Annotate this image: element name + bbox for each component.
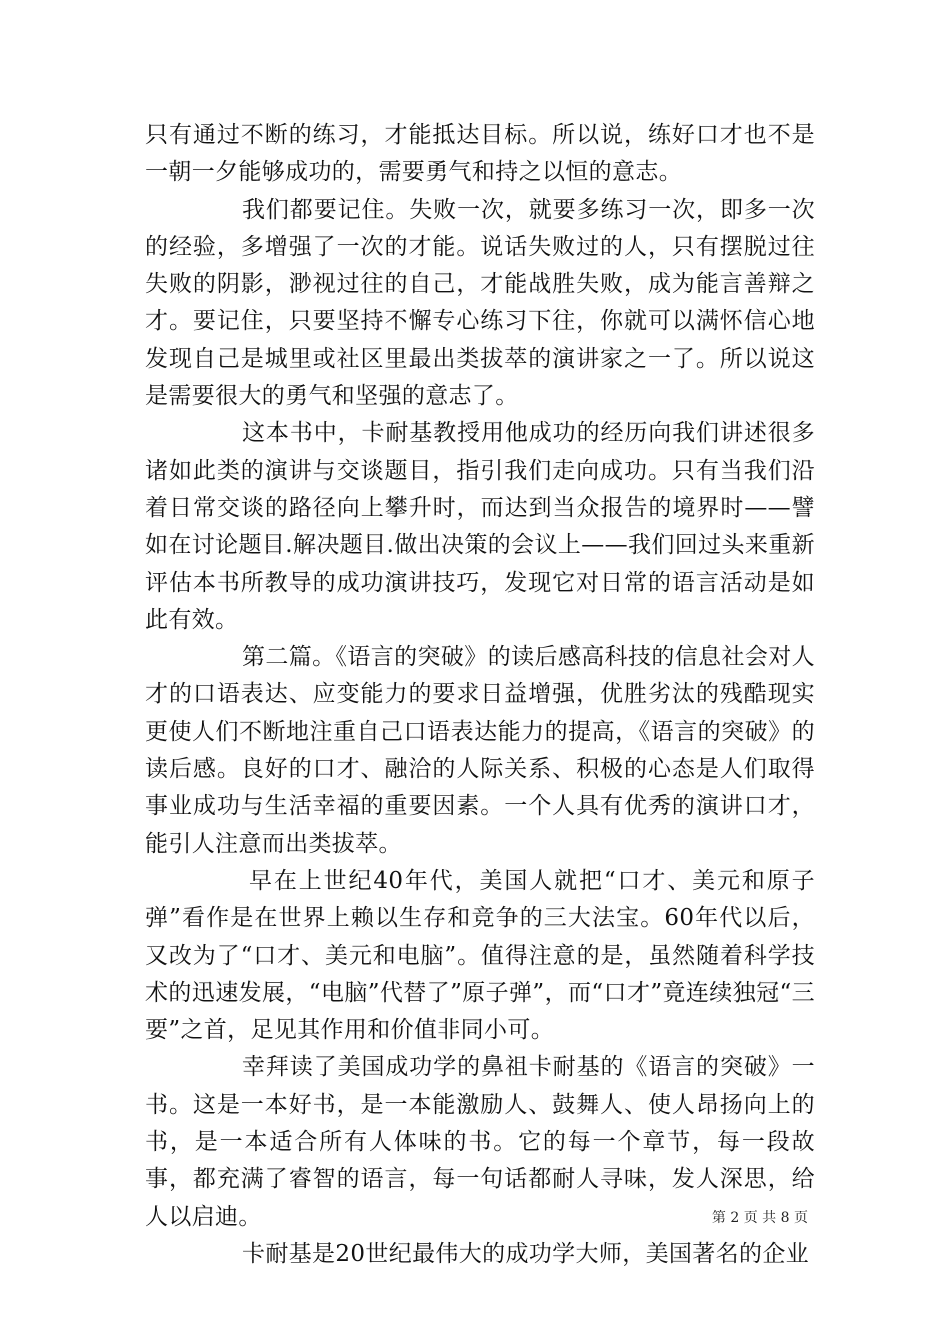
body-text	[145, 117, 815, 1273]
paragraph-3: 这本书中，卡耐基教授用他成功的经历向我们讲述很多诸如此类的演讲与交谈题目，指引我们走向成功。只有当我们沿着日常交谈的路径向上攀升时，而达到当众报告的境界时——譬如在讨论题目.解决题目.做出决策的会议上——我们回过头来重新评估本书所教导的成功演讲技巧，发现它对日常的语言活动是如此有效。	[145, 420, 815, 633]
paragraph-2: 我们都要记住。失败一次，就要多练习一次，即多一次的经验，多增强了一次的才能。说话失败过的人，只有摆脱过往失败的阴影，渺视过往的自己，才能战胜失败，成为能言善辩之才。要记住，只要坚持不懈专心练习下往，你就可以满怀信心地发现自己是城里或社区里最出类拔萃的演讲家之一了。所以说这是需要很大的勇气和坚强的意志了。	[145, 196, 815, 410]
paragraph-7: 卡耐基是20世纪最伟大的成功学大师，美国著名的企业	[242, 1240, 810, 1267]
paragraph-4: 第二篇。《语言的突破》的读后感高科技的信息社会对人才的口语表达、应变能力的要求日益增强，优胜劣汰的残酷现实更使人们不断地注重自己口语表达能力的提高，《语言的突破》的读后感。良好的口才、融洽的人际关系、积极的心态是人们取得事业成功与生活幸福的重要因素。一个人具有优秀的演讲口才，能引人注意而出类拔萃。	[145, 644, 815, 857]
paragraph-5: 早在上世纪40年代，美国人就把“口才、美元和原子弹”看作是在世界上赖以生存和竞争的三大法宝。60年代以后，又改为了“口才、美元和电脑”。值得注意的是，虽然随着科学技术的迅速发展，“电脑”代替了”原子弹”，而“口才”竟连续独冠“三要”之首，足见其作用和价值非同小可。	[145, 867, 815, 1044]
paragraph-1: 只有通过不断的练习，才能抵达目标。所以说，练好口才也不是一朝一夕能够成功的，需要勇气和持之以恒的意志。	[145, 122, 815, 186]
page-number-footer: 第 2 页 共 8 页	[711, 1210, 808, 1226]
paragraph-6: 幸拜读了美国成功学的鼻祖卡耐基的《语言的突破》一书。这是一本好书，是一本能激励人、鼓舞人、使人昂扬向上的书，是一本适合所有人体味的书。它的每一个章节，每一段故事，都充满了睿智的语言，每一句话都耐人寻味，发人深思，给人以启迪。	[145, 1054, 815, 1230]
